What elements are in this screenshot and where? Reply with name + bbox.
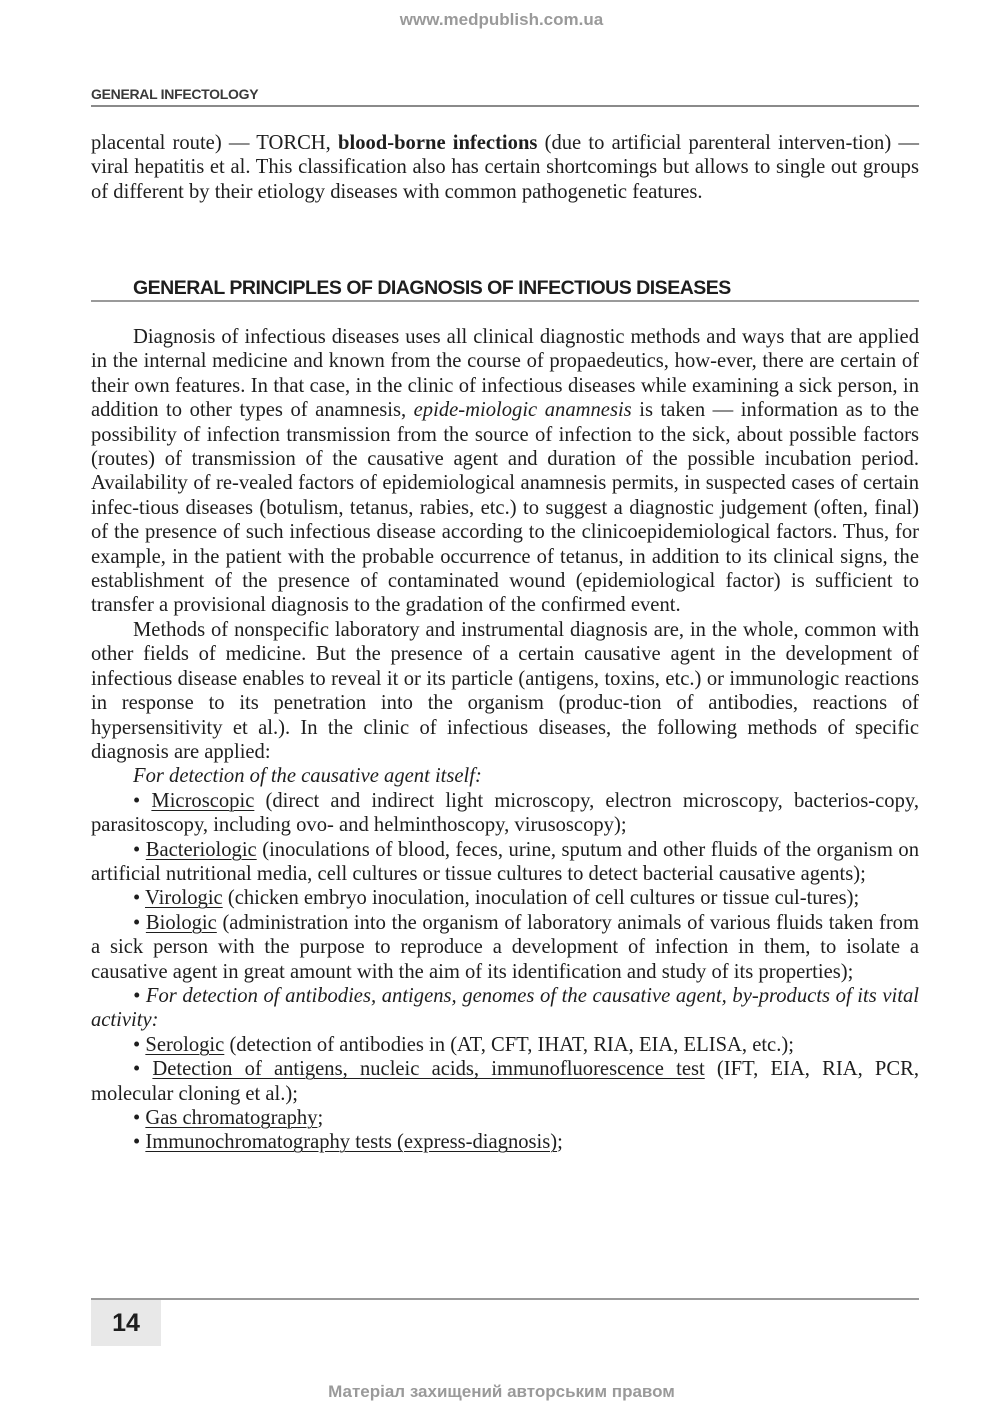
list-item-term: Gas chromatography [145,1107,318,1129]
group1-title [91,764,919,788]
list-item-term: Serologic [145,1033,225,1056]
list-item-desc: (direct and indirect light microscopy, electron microscopy, bacterios-copy, parasitoscopy, including ovo- and helminthoscopy, virusoscopy); [91,789,919,837]
list-item: • Serologic (detection of antibodies in (AT, CFT, IHAT, RIA, EIA, ELISA, etc.); [133,1033,794,1056]
page-number: 14 [91,1300,161,1346]
list-item-desc: ; [317,1107,324,1129]
list-item-term: Virologic [145,887,223,910]
watermark-url: www.medpublish.com.ua [399,10,604,29]
intro-bold-term: blood-borne infections [338,132,538,154]
list-item-desc: ; [557,1131,563,1154]
list-item-desc: (administration into the organism of laboratory animals of various fluids taken from a sick person with the purpose to reproduce a development of infection in them, to isolate a causative agent in great amount with the aim of its identification and study of its properties); [91,911,919,983]
group2-title: • For detection of antibodies, antigens, genomes of the causative agent, by-products of its vital activity: [91,984,920,1032]
body-p1-a: Diagnosis of infectious diseases uses all clinical diagnostic methods and ways that are applied in the internal medicine and known from the course of propaedeutics, how-ever, there are certain of their own features. In that case, in the clinic of infectious diseases while examining a sick person, in addition to other types of anamnesis, [91,326,919,422]
list-item: • Detection of antigens, nucleic acids, immunofluorescence test (IFT, EIA, RIA, PCR, molecular cloning et al.); [91,1058,920,1105]
running-head: GENERAL INFECTOLOGY [91,86,919,107]
list-item-term: Biologic [145,911,217,934]
list-item: • Bacteriologic (inoculations of blood, feces, urine, sputum and other fluids of the organism on artificial nutritional media, cell cultures or tissue cultures to detect bacterial causative agents); [91,838,920,885]
section-heading [91,276,919,302]
body-text [91,325,919,1155]
section-heading-text: GENERAL PRINCIPLES OF DIAGNOSIS OF INFECTIOUS DISEASES [133,277,731,299]
list-item-desc: (IFT, EIA, RIA, PCR, molecular cloning et al.); [91,1058,920,1105]
list-item: • Biologic (administration into the organism of laboratory animals of various fluids taken from a sick person with the purpose to reproduce a development of infection in them, to isolate a causative agent in great amount with the aim of its identification and study of its properties); [91,911,919,983]
intro-text-c: (due to artificial parenteral interven-tion) — viral hepatitis et al. This classification also has certain shortcomings but allows to single out groups of different by their etiology diseases with common pathogenetic features. [91,132,919,203]
list-item-desc: (inoculations of blood, feces, urine, sputum and other fluids of the organism on artificial nutritional media, cell cultures or tissue cultures to detect bacterial causative agents); [91,838,920,885]
list-item: • Gas chromatography; [133,1107,324,1129]
list-item-term: Microscopic [151,789,255,812]
body-paragraph-2: Methods of nonspecific laboratory and instrumental diagnosis are, in the whole, common with other fields of medicine. But the presence of a certain causative agent in the development of infectious disease enables to reveal it or its particle (antigens, toxins, etc.) or immunologic reactions in response to its penetration into the organism (produc-tion of antibodies, reactions of hypersensitivity et al.). In the clinic of infectious diseases, the following methods of specific diagnosis are applied: [91,618,919,763]
body-p1-italic: epide-miologic anamnesis [413,399,632,422]
list-item: • Virologic (chicken embryo inoculation, inoculation of cell cultures or tissue cul-tures); [133,887,860,910]
list-item-desc: (chicken embryo inoculation, inoculation of cell cultures or tissue cul-tures); [222,887,860,910]
body-paragraph-1 [91,325,919,618]
group2-title-text: For detection of antibodies, antigens, genomes of the causative agent, by-products of its vital activity: [91,984,920,1032]
list-item-term: Immunochromatography tests (express-diagnosis) [145,1131,558,1154]
intro-paragraph [91,131,919,204]
list-item: • Immunochromatography tests (express-diagnosis); [133,1131,563,1154]
list-item-term: Bacteriologic [145,838,257,861]
list-item-term: Detection of antigens, nucleic acids, immunofluorescence test [152,1058,705,1081]
list-item-desc: (detection of antibodies in (AT, CFT, IHAT, RIA, EIA, ELISA, etc.); [224,1033,794,1056]
bottom-rule [91,1298,919,1300]
intro-text-a: placental route) — TORCH, [91,132,339,154]
copyright-footer: Матеріал захищений авторським правом [328,1382,675,1401]
list-item: • Microscopic (direct and indirect light microscopy, electron microscopy, bacterios-copy, parasitoscopy, including ovo- and helminthoscopy, virusoscopy); [91,789,919,837]
group1-title-text: For detection of the causative agent itself: [133,765,482,788]
body-p1-c: is taken — information as to the possibility of infection transmission from the source of infection to the sick, about possible factors (routes) of transmission of the causative agent and duration of the possible incubation period. Availability of re-vealed factors of epidemiological anamnesis permits, in suspected cases of certain infec-tious diseases (botulism, tetanus, rabies, etc.) to suggest a diagnostic judgement (often, final) of the presence of such infectious disease according to the clinicoepidemiological factors. Thus, for example, in the patient with the probable occurrence of tetanus, in addition to its clinical signs, the establishment of the presence of contaminated wound (epidemiological factor) is sufficient to transfer a provisional diagnosis to the gradation of the confirmed event. [91,399,920,617]
